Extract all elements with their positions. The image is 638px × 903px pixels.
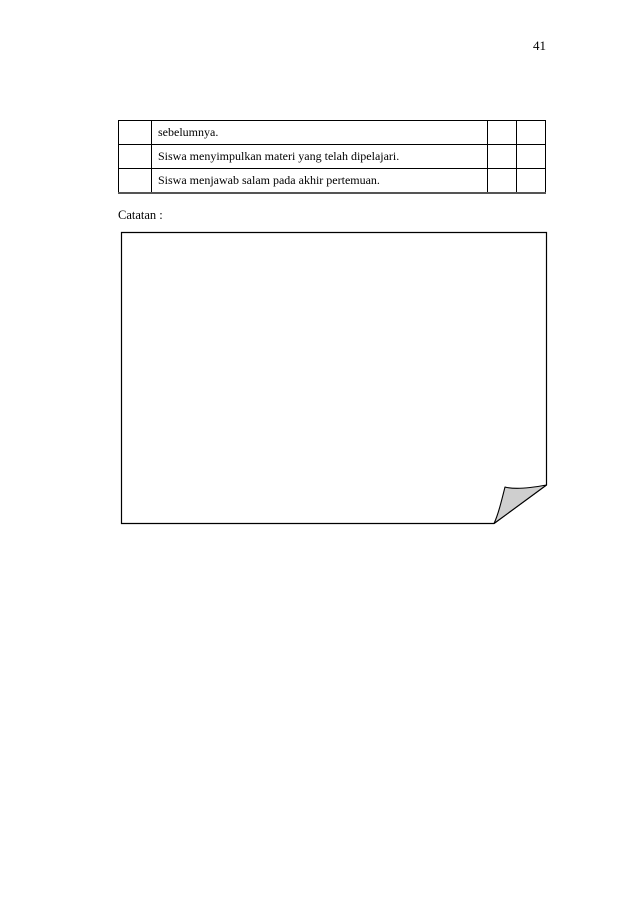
table-row (119, 145, 546, 169)
checkbox-cell-no[interactable] (517, 145, 546, 169)
row-description: Siswa menyimpulkan materi yang telah dipelajari. (152, 145, 488, 169)
page-number: 41 (533, 38, 546, 53)
notes-label: Catatan : (118, 208, 163, 222)
checkbox-cell-no[interactable] (517, 169, 546, 194)
checkbox-cell-yes[interactable] (488, 145, 517, 169)
row-description: sebelumnya. (152, 121, 488, 145)
checkbox-cell-yes[interactable] (488, 169, 517, 194)
folded-corner-note-shape (120, 231, 548, 525)
row-number-cell (119, 145, 152, 169)
checkbox-cell-yes[interactable] (488, 121, 517, 145)
notes-box[interactable] (120, 231, 548, 525)
row-description: Siswa menjawab salam pada akhir pertemuan. (152, 169, 488, 194)
table-row (119, 121, 546, 145)
observation-table (118, 120, 546, 194)
table-row (119, 169, 546, 194)
row-number-cell (119, 169, 152, 194)
checkbox-cell-no[interactable] (517, 121, 546, 145)
row-number-cell (119, 121, 152, 145)
